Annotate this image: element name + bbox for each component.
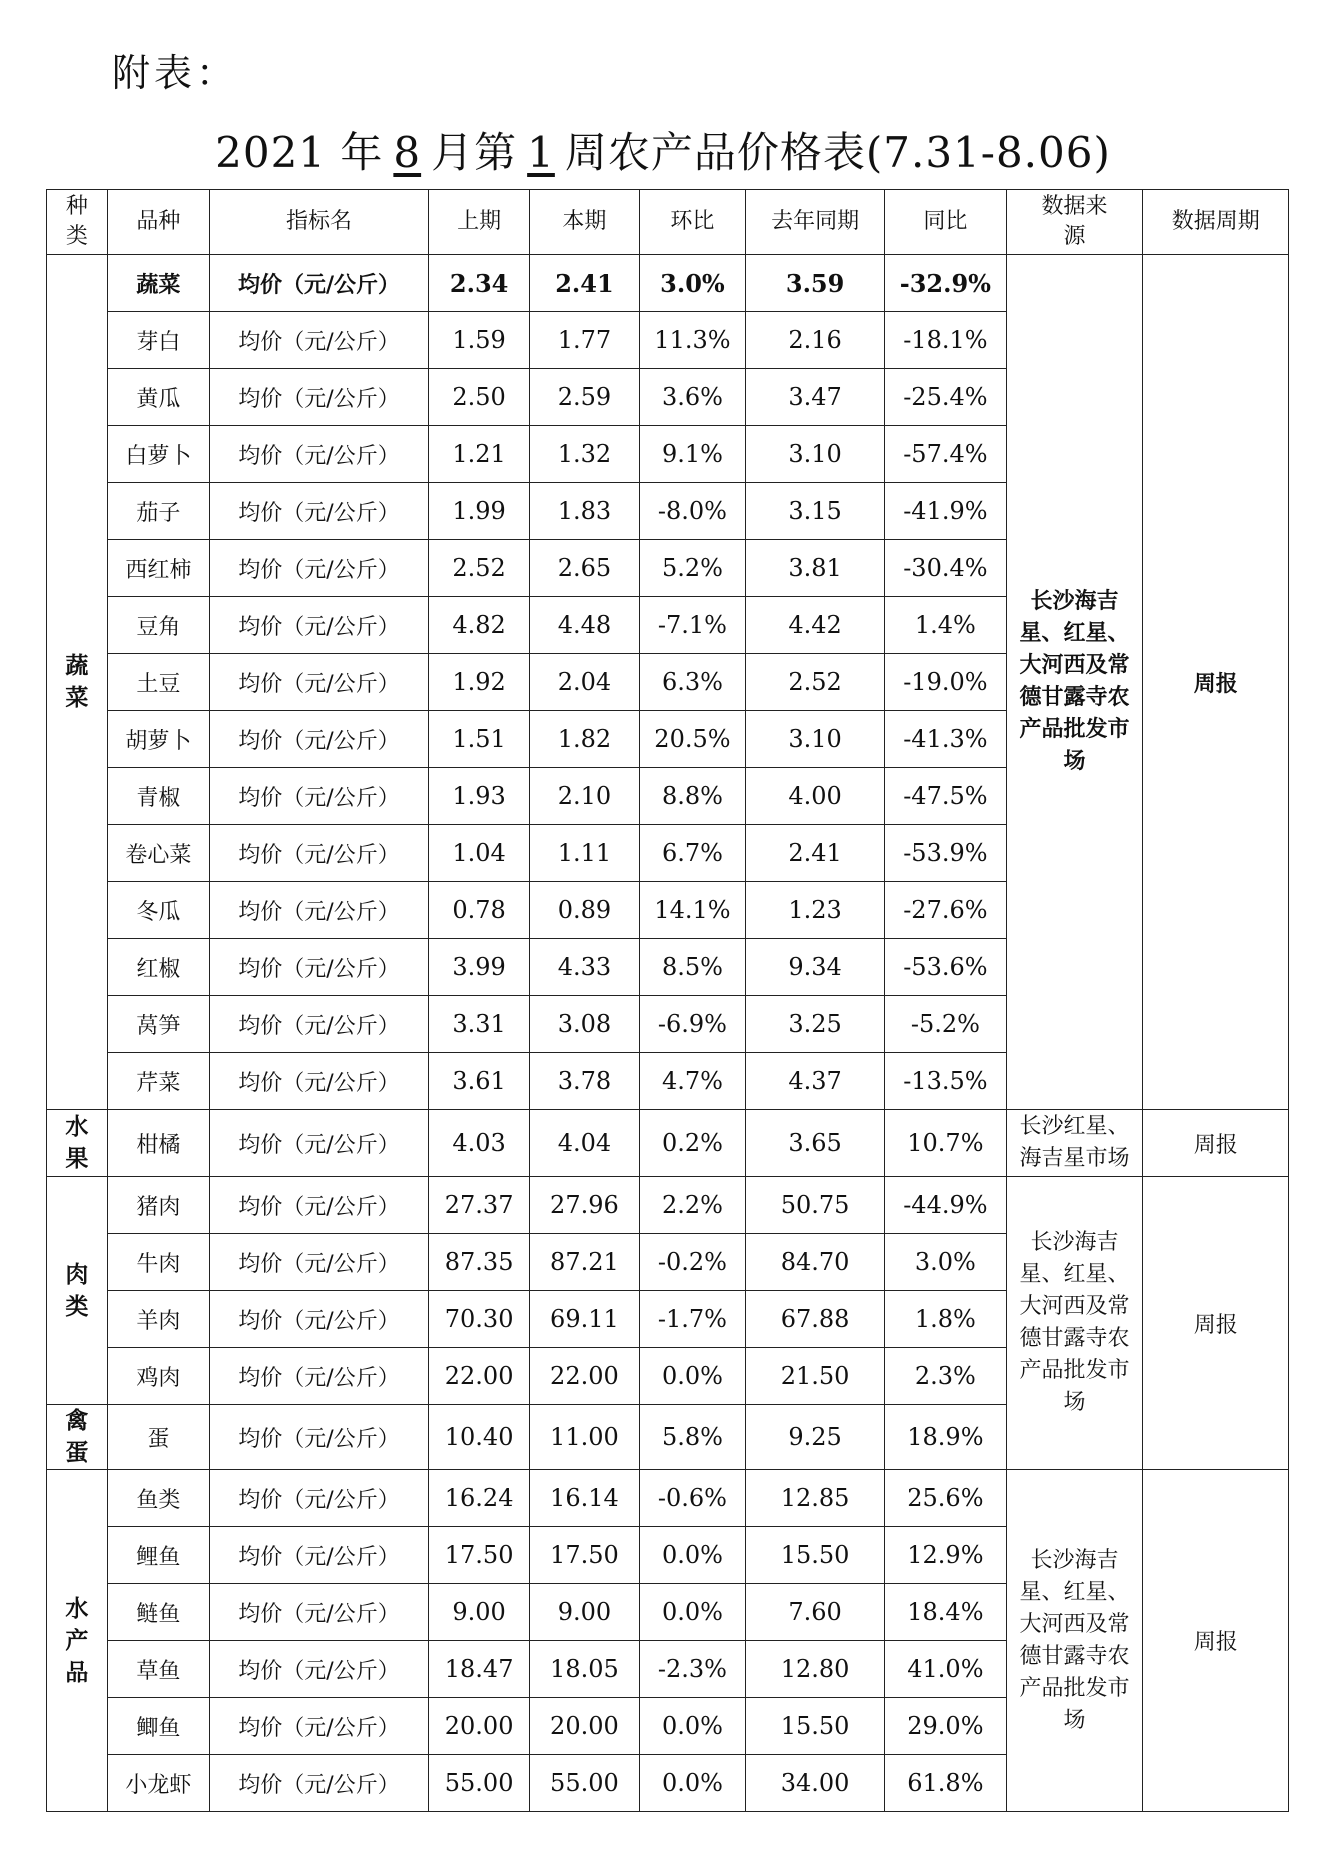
source-cell: [1006, 1177, 1143, 1470]
category-cell-label: 禽蛋: [65, 1408, 89, 1466]
category-cell-label: 蔬菜: [65, 653, 89, 711]
last-year-cell: 3.25: [746, 996, 885, 1053]
last-year-cell: 3.65: [746, 1110, 885, 1177]
indicator-cell: 均价（元/公斤）: [209, 1405, 428, 1470]
source-text: 长沙海吉星、红星、大河西及常德甘露寺农产品批发市场: [1019, 1547, 1130, 1733]
page-title: [0, 120, 1326, 180]
variety-cell: 红椒: [107, 939, 209, 996]
indicator-cell: 均价（元/公斤）: [209, 882, 428, 939]
yoy-cell: 1.4%: [885, 597, 1007, 654]
previous-cell: 20.00: [429, 1698, 530, 1755]
variety-cell: 鲤鱼: [107, 1527, 209, 1584]
col-category: 种类: [47, 190, 108, 255]
mom-cell: 0.0%: [639, 1698, 745, 1755]
indicator-cell: 均价（元/公斤）: [209, 939, 428, 996]
col-indicator: 指标名: [209, 190, 428, 255]
previous-cell: 22.00: [429, 1348, 530, 1405]
variety-cell: 胡萝卜: [107, 711, 209, 768]
variety-cell: 芽白: [107, 312, 209, 369]
previous-cell: 3.31: [429, 996, 530, 1053]
yoy-cell: 29.0%: [885, 1698, 1007, 1755]
mom-cell: 6.7%: [639, 825, 745, 882]
variety-cell: 蛋: [107, 1405, 209, 1470]
indicator-cell: 均价（元/公斤）: [209, 1584, 428, 1641]
current-cell: 4.48: [530, 597, 640, 654]
current-cell: 1.32: [530, 426, 640, 483]
mom-cell: 5.8%: [639, 1405, 745, 1470]
current-cell: 11.00: [530, 1405, 640, 1470]
last-year-cell: 84.70: [746, 1234, 885, 1291]
variety-cell: 白萝卜: [107, 426, 209, 483]
indicator-cell: 均价（元/公斤）: [209, 540, 428, 597]
variety-cell: 土豆: [107, 654, 209, 711]
mom-cell: 9.1%: [639, 426, 745, 483]
variety-cell: 莴笋: [107, 996, 209, 1053]
yoy-cell: 18.4%: [885, 1584, 1007, 1641]
mom-cell: -0.2%: [639, 1234, 745, 1291]
indicator-cell: 均价（元/公斤）: [209, 1110, 428, 1177]
previous-cell: 1.92: [429, 654, 530, 711]
current-cell: 3.78: [530, 1053, 640, 1110]
last-year-cell: 3.47: [746, 369, 885, 426]
indicator-cell: 均价（元/公斤）: [209, 1234, 428, 1291]
yoy-cell: 61.8%: [885, 1755, 1007, 1812]
last-year-cell: 9.34: [746, 939, 885, 996]
table-body: [47, 255, 1289, 1812]
previous-cell: 1.51: [429, 711, 530, 768]
previous-cell: 3.99: [429, 939, 530, 996]
table-row: [47, 1177, 1289, 1234]
mom-cell: 6.3%: [639, 654, 745, 711]
last-year-cell: 3.10: [746, 711, 885, 768]
indicator-cell: 均价（元/公斤）: [209, 1698, 428, 1755]
mom-cell: 11.3%: [639, 312, 745, 369]
mom-cell: 0.0%: [639, 1348, 745, 1405]
current-cell: 1.82: [530, 711, 640, 768]
yoy-cell: 3.0%: [885, 1234, 1007, 1291]
yoy-cell: -53.9%: [885, 825, 1007, 882]
variety-cell: 鱼类: [107, 1470, 209, 1527]
col-source: 数据来源: [1006, 190, 1143, 255]
variety-cell: 西红柿: [107, 540, 209, 597]
last-year-cell: 9.25: [746, 1405, 885, 1470]
indicator-cell: 均价（元/公斤）: [209, 1177, 428, 1234]
current-cell: 2.59: [530, 369, 640, 426]
last-year-cell: 15.50: [746, 1698, 885, 1755]
last-year-cell: 4.00: [746, 768, 885, 825]
yoy-cell: -27.6%: [885, 882, 1007, 939]
mom-cell: 5.2%: [639, 540, 745, 597]
title-suffix: 周农产品价格表(7.31-8.06): [564, 128, 1111, 177]
yoy-cell: -19.0%: [885, 654, 1007, 711]
previous-cell: 4.03: [429, 1110, 530, 1177]
previous-cell: 2.34: [429, 255, 530, 312]
category-cell: [47, 1470, 108, 1812]
yoy-cell: 25.6%: [885, 1470, 1007, 1527]
title-month: 8: [393, 128, 422, 177]
variety-cell: 鲢鱼: [107, 1584, 209, 1641]
current-cell: 4.33: [530, 939, 640, 996]
previous-cell: 27.37: [429, 1177, 530, 1234]
previous-cell: 87.35: [429, 1234, 530, 1291]
previous-cell: 2.52: [429, 540, 530, 597]
previous-cell: 1.21: [429, 426, 530, 483]
variety-cell: 猪肉: [107, 1177, 209, 1234]
col-current: 本期: [530, 190, 640, 255]
current-cell: 18.05: [530, 1641, 640, 1698]
last-year-cell: 2.41: [746, 825, 885, 882]
source-text: 长沙红星、海吉星市场: [1019, 1114, 1130, 1171]
last-year-cell: 4.37: [746, 1053, 885, 1110]
previous-cell: 10.40: [429, 1405, 530, 1470]
current-cell: 2.10: [530, 768, 640, 825]
indicator-cell: 均价（元/公斤）: [209, 825, 428, 882]
source-cell: [1006, 255, 1143, 1110]
current-cell: 2.65: [530, 540, 640, 597]
current-cell: 69.11: [530, 1291, 640, 1348]
yoy-cell: -32.9%: [885, 255, 1007, 312]
indicator-cell: 均价（元/公斤）: [209, 654, 428, 711]
variety-cell: 豆角: [107, 597, 209, 654]
category-cell-label: 水产品: [65, 1595, 89, 1686]
mom-cell: -0.6%: [639, 1470, 745, 1527]
current-cell: 17.50: [530, 1527, 640, 1584]
yoy-cell: -57.4%: [885, 426, 1007, 483]
current-cell: 1.11: [530, 825, 640, 882]
current-cell: 4.04: [530, 1110, 640, 1177]
last-year-cell: 3.15: [746, 483, 885, 540]
last-year-cell: 12.85: [746, 1470, 885, 1527]
yoy-cell: 41.0%: [885, 1641, 1007, 1698]
variety-cell: 牛肉: [107, 1234, 209, 1291]
last-year-cell: 34.00: [746, 1755, 885, 1812]
yoy-cell: 1.8%: [885, 1291, 1007, 1348]
title-week: 1: [527, 128, 555, 177]
indicator-cell: 均价（元/公斤）: [209, 711, 428, 768]
mom-cell: 20.5%: [639, 711, 745, 768]
mom-cell: 3.0%: [639, 255, 745, 312]
previous-cell: 1.93: [429, 768, 530, 825]
mom-cell: 0.0%: [639, 1527, 745, 1584]
yoy-cell: -30.4%: [885, 540, 1007, 597]
col-yoy: 同比: [885, 190, 1007, 255]
source-text: 长沙海吉星、红星、大河西及常德甘露寺农产品批发市场: [1019, 1230, 1130, 1415]
col-previous: 上期: [429, 190, 530, 255]
mom-cell: -6.9%: [639, 996, 745, 1053]
variety-cell: 草鱼: [107, 1641, 209, 1698]
last-year-cell: 3.81: [746, 540, 885, 597]
mom-cell: 3.6%: [639, 369, 745, 426]
last-year-cell: 67.88: [746, 1291, 885, 1348]
yoy-cell: -5.2%: [885, 996, 1007, 1053]
last-year-cell: 21.50: [746, 1348, 885, 1405]
period-cell: 周报: [1143, 1110, 1289, 1177]
source-cell: [1006, 1470, 1143, 1812]
col-mom: 环比: [639, 190, 745, 255]
title-mid: 月第: [431, 128, 518, 177]
mom-cell: 0.2%: [639, 1110, 745, 1177]
source-text: 长沙海吉星、红星、大河西及常德甘露寺农产品批发市场: [1019, 589, 1130, 774]
last-year-cell: 1.23: [746, 882, 885, 939]
last-year-cell: 3.59: [746, 255, 885, 312]
period-cell: 周报: [1143, 1177, 1289, 1470]
variety-cell: 羊肉: [107, 1291, 209, 1348]
mom-cell: 4.7%: [639, 1053, 745, 1110]
previous-cell: 9.00: [429, 1584, 530, 1641]
current-cell: 9.00: [530, 1584, 640, 1641]
yoy-cell: -44.9%: [885, 1177, 1007, 1234]
last-year-cell: 2.16: [746, 312, 885, 369]
current-cell: 27.96: [530, 1177, 640, 1234]
indicator-cell: 均价（元/公斤）: [209, 255, 428, 312]
previous-cell: 16.24: [429, 1470, 530, 1527]
period-cell: 周报: [1143, 255, 1289, 1110]
mom-cell: -8.0%: [639, 483, 745, 540]
previous-cell: 4.82: [429, 597, 530, 654]
mom-cell: 8.5%: [639, 939, 745, 996]
table-row: [47, 255, 1289, 312]
previous-cell: 18.47: [429, 1641, 530, 1698]
indicator-cell: 均价（元/公斤）: [209, 1470, 428, 1527]
mom-cell: -2.3%: [639, 1641, 745, 1698]
yoy-cell: 12.9%: [885, 1527, 1007, 1584]
price-table: [46, 189, 1289, 1812]
current-cell: 2.41: [530, 255, 640, 312]
current-cell: 1.83: [530, 483, 640, 540]
table-row: [47, 1110, 1289, 1177]
mom-cell: 8.8%: [639, 768, 745, 825]
current-cell: 2.04: [530, 654, 640, 711]
indicator-cell: 均价（元/公斤）: [209, 1291, 428, 1348]
current-cell: 1.77: [530, 312, 640, 369]
previous-cell: 17.50: [429, 1527, 530, 1584]
title-prefix: 2021 年: [215, 128, 384, 177]
yoy-cell: 10.7%: [885, 1110, 1007, 1177]
yoy-cell: -41.9%: [885, 483, 1007, 540]
col-variety: 品种: [107, 190, 209, 255]
mom-cell: 0.0%: [639, 1584, 745, 1641]
previous-cell: 1.59: [429, 312, 530, 369]
indicator-cell: 均价（元/公斤）: [209, 1348, 428, 1405]
indicator-cell: 均价（元/公斤）: [209, 1755, 428, 1812]
indicator-cell: 均价（元/公斤）: [209, 312, 428, 369]
variety-cell: 蔬菜: [107, 255, 209, 312]
variety-cell: 黄瓜: [107, 369, 209, 426]
indicator-cell: 均价（元/公斤）: [209, 1527, 428, 1584]
last-year-cell: 12.80: [746, 1641, 885, 1698]
mom-cell: 14.1%: [639, 882, 745, 939]
attachment-label: 附表：: [112, 51, 239, 95]
previous-cell: 2.50: [429, 369, 530, 426]
previous-cell: 0.78: [429, 882, 530, 939]
previous-cell: 3.61: [429, 1053, 530, 1110]
current-cell: 55.00: [530, 1755, 640, 1812]
mom-cell: -7.1%: [639, 597, 745, 654]
previous-cell: 1.04: [429, 825, 530, 882]
last-year-cell: 50.75: [746, 1177, 885, 1234]
current-cell: 20.00: [530, 1698, 640, 1755]
variety-cell: 柑橘: [107, 1110, 209, 1177]
category-cell: [47, 1405, 108, 1470]
previous-cell: 1.99: [429, 483, 530, 540]
yoy-cell: 18.9%: [885, 1405, 1007, 1470]
category-cell: [47, 255, 108, 1110]
indicator-cell: 均价（元/公斤）: [209, 369, 428, 426]
col-period: 数据周期: [1143, 190, 1289, 255]
yoy-cell: -47.5%: [885, 768, 1007, 825]
current-cell: 0.89: [530, 882, 640, 939]
variety-cell: 茄子: [107, 483, 209, 540]
indicator-cell: 均价（元/公斤）: [209, 426, 428, 483]
period-cell: 周报: [1143, 1470, 1289, 1812]
current-cell: 16.14: [530, 1470, 640, 1527]
last-year-cell: 15.50: [746, 1527, 885, 1584]
col-last-year: 去年同期: [746, 190, 885, 255]
indicator-cell: 均价（元/公斤）: [209, 1053, 428, 1110]
last-year-cell: 2.52: [746, 654, 885, 711]
indicator-cell: 均价（元/公斤）: [209, 768, 428, 825]
variety-cell: 小龙虾: [107, 1755, 209, 1812]
mom-cell: 2.2%: [639, 1177, 745, 1234]
mom-cell: 0.0%: [639, 1755, 745, 1812]
category-cell-label: 水果: [65, 1114, 89, 1172]
variety-cell: 芹菜: [107, 1053, 209, 1110]
current-cell: 87.21: [530, 1234, 640, 1291]
indicator-cell: 均价（元/公斤）: [209, 597, 428, 654]
indicator-cell: 均价（元/公斤）: [209, 1641, 428, 1698]
category-cell: [47, 1177, 108, 1405]
variety-cell: 鸡肉: [107, 1348, 209, 1405]
category-cell-label: 肉类: [65, 1261, 89, 1320]
yoy-cell: -13.5%: [885, 1053, 1007, 1110]
indicator-cell: 均价（元/公斤）: [209, 996, 428, 1053]
source-cell: [1006, 1110, 1143, 1177]
indicator-cell: 均价（元/公斤）: [209, 483, 428, 540]
variety-cell: 冬瓜: [107, 882, 209, 939]
header-row: [47, 190, 1289, 255]
variety-cell: 青椒: [107, 768, 209, 825]
table-row: [47, 1470, 1289, 1527]
yoy-cell: 2.3%: [885, 1348, 1007, 1405]
variety-cell: 鲫鱼: [107, 1698, 209, 1755]
last-year-cell: 4.42: [746, 597, 885, 654]
category-cell: [47, 1110, 108, 1177]
variety-cell: 卷心菜: [107, 825, 209, 882]
yoy-cell: -18.1%: [885, 312, 1007, 369]
last-year-cell: 3.10: [746, 426, 885, 483]
yoy-cell: -41.3%: [885, 711, 1007, 768]
previous-cell: 55.00: [429, 1755, 530, 1812]
current-cell: 22.00: [530, 1348, 640, 1405]
yoy-cell: -53.6%: [885, 939, 1007, 996]
mom-cell: -1.7%: [639, 1291, 745, 1348]
previous-cell: 70.30: [429, 1291, 530, 1348]
current-cell: 3.08: [530, 996, 640, 1053]
last-year-cell: 7.60: [746, 1584, 885, 1641]
yoy-cell: -25.4%: [885, 369, 1007, 426]
